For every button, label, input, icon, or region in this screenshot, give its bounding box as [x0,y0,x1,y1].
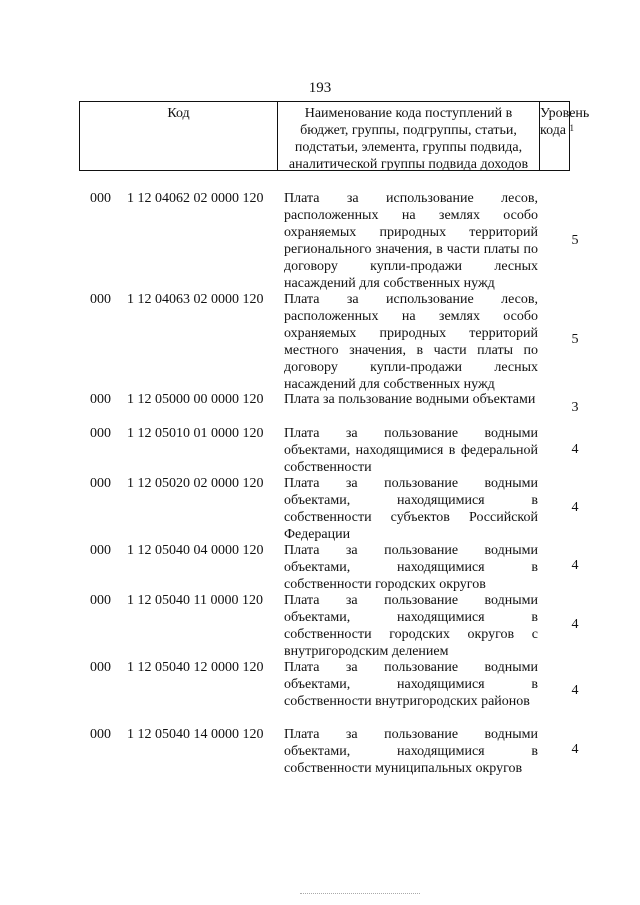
row-name: Плата за пользование водными объектами, находящимися в федеральной собственности [284,426,538,475]
row-prefix: 000 [90,476,111,491]
header-level-line2 [540,122,575,139]
header-code-label: Код [167,106,190,121]
row-prefix: 000 [90,392,111,407]
header-name-line: бюджет, группы, подгруппы, статьи, [300,123,517,138]
row-prefix: 000 [90,543,111,558]
row-name: Плата за пользование водными объектами [284,392,536,407]
header-code-cell [80,102,278,170]
row-level: 4 [571,442,579,457]
row-code: 1 12 04063 02 0000 120 [127,292,264,307]
header-name-line: подстатьи, элемента, группы подвида, [294,140,523,155]
row-code: 1 12 05040 12 0000 120 [127,660,264,675]
header-name-cell [278,102,540,170]
table-header [79,101,590,172]
header-level-label: кода [540,123,567,138]
row-level: 5 [571,233,579,248]
header-name-line: аналитической группы подвида доходов [288,157,529,172]
row-level: 4 [571,617,579,632]
row-prefix: 000 [90,660,111,675]
row-name: Плата за пользование водными объектами, находящимися в собственности городских округов [284,543,538,592]
header-level-footnote: 1 [569,123,575,133]
row-level: 4 [571,558,579,573]
row-level: 4 [571,500,579,515]
row-name: Плата за пользование водными объектами, находящимися в собственности внутригородских районов [284,660,538,709]
page-number: 193 [308,80,332,96]
scan-artifact-line [300,893,420,894]
row-prefix: 000 [90,426,111,441]
row-code: 1 12 05040 11 0000 120 [127,593,263,608]
row-level: 4 [571,683,579,698]
row-prefix: 000 [90,191,111,206]
row-level: 5 [571,332,579,347]
row-level: 4 [571,742,579,757]
row-code: 1 12 05020 02 0000 120 [127,476,264,491]
header-level-cell [540,102,590,170]
row-code: 1 12 04062 02 0000 120 [127,191,264,206]
row-prefix: 000 [90,593,111,608]
header-level-line1: Уровень [540,106,590,121]
row-prefix: 000 [90,292,111,307]
header-name-line: Наименование кода поступлений в [304,106,513,121]
row-prefix: 000 [90,727,111,742]
row-code: 1 12 05040 14 0000 120 [127,727,264,742]
row-name: Плата за пользование водными объектами, находящимися в собственности муниципальных округов [284,727,538,776]
row-name: Плата за пользование водными объектами, находящимися в собственности городских округов с внутригородским делением [284,593,538,659]
row-name: Плата за пользование водными объектами, находящимися в собственности субъектов Российской Федерации [284,476,538,542]
row-name: Плата за использование лесов, расположенных на землях особо охраняемых природных территорий регионального значения, в части платы по договору купли-продажи лесных насаждений для собственных нужд [284,191,538,291]
row-code: 1 12 05000 00 0000 120 [127,392,264,407]
row-code: 1 12 05010 01 0000 120 [127,426,264,441]
row-name: Плата за использование лесов, расположенных на землях особо охраняемых природных территорий местного значения, в части платы по договору купли-продажи лесных насаждений для собственных нужд [284,292,538,392]
row-level: 3 [571,400,579,415]
row-code: 1 12 05040 04 0000 120 [127,543,264,558]
